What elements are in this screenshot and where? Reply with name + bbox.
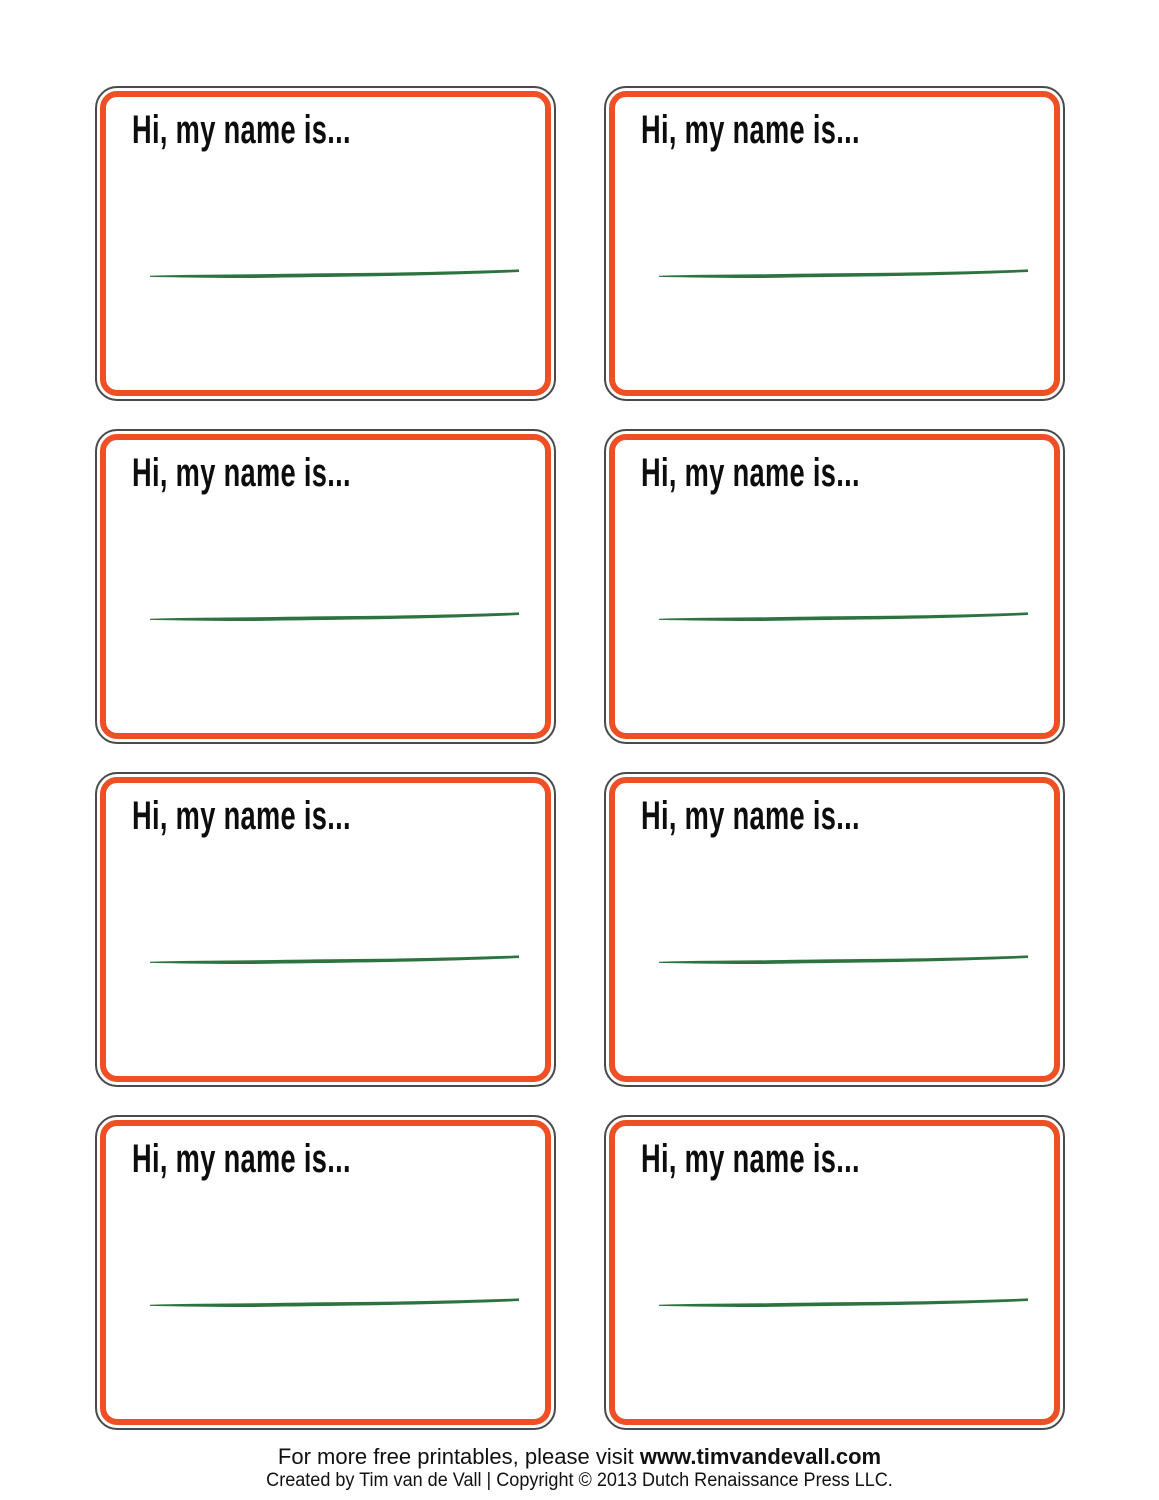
green-underline-graphic: [658, 1295, 1029, 1309]
green-underline-graphic: [658, 609, 1029, 623]
name-tag-card: [604, 86, 1065, 401]
footer-promo-line: [0, 1444, 1159, 1470]
name-tag-card: [604, 1115, 1065, 1430]
name-tag-greeting: Hi, my name is...: [641, 108, 860, 152]
footer-promo-text: For more free printables, please visit: [277, 1444, 640, 1469]
name-tag-card: [604, 429, 1065, 744]
name-tag-card: [95, 86, 556, 401]
name-tag-greeting: Hi, my name is...: [641, 794, 860, 838]
name-tag-greeting: Hi, my name is...: [132, 108, 351, 152]
name-tag-card: [604, 772, 1065, 1087]
green-underline-graphic: [658, 952, 1029, 966]
name-tag-card: [95, 429, 556, 744]
name-tag-card: [95, 1115, 556, 1430]
name-tag-greeting: Hi, my name is...: [132, 794, 351, 838]
name-tag-greeting: Hi, my name is...: [641, 451, 860, 495]
footer-copyright-line: Created by Tim van de Vall | Copyright © 2013 Dutch Renaissance Press LLC.: [266, 1470, 893, 1491]
name-tag-greeting: Hi, my name is...: [132, 1137, 351, 1181]
footer: [0, 1444, 1159, 1492]
name-tag-greeting: Hi, my name is...: [132, 451, 351, 495]
name-tag-card: [95, 772, 556, 1087]
green-underline-graphic: [149, 609, 520, 623]
green-underline-graphic: [658, 266, 1029, 280]
name-tag-grid: [95, 86, 1065, 1430]
green-underline-graphic: [149, 266, 520, 280]
name-tag-greeting: Hi, my name is...: [641, 1137, 860, 1181]
footer-site-url: www.timvandevall.com: [639, 1444, 882, 1469]
green-underline-graphic: [149, 952, 520, 966]
green-underline-graphic: [149, 1295, 520, 1309]
